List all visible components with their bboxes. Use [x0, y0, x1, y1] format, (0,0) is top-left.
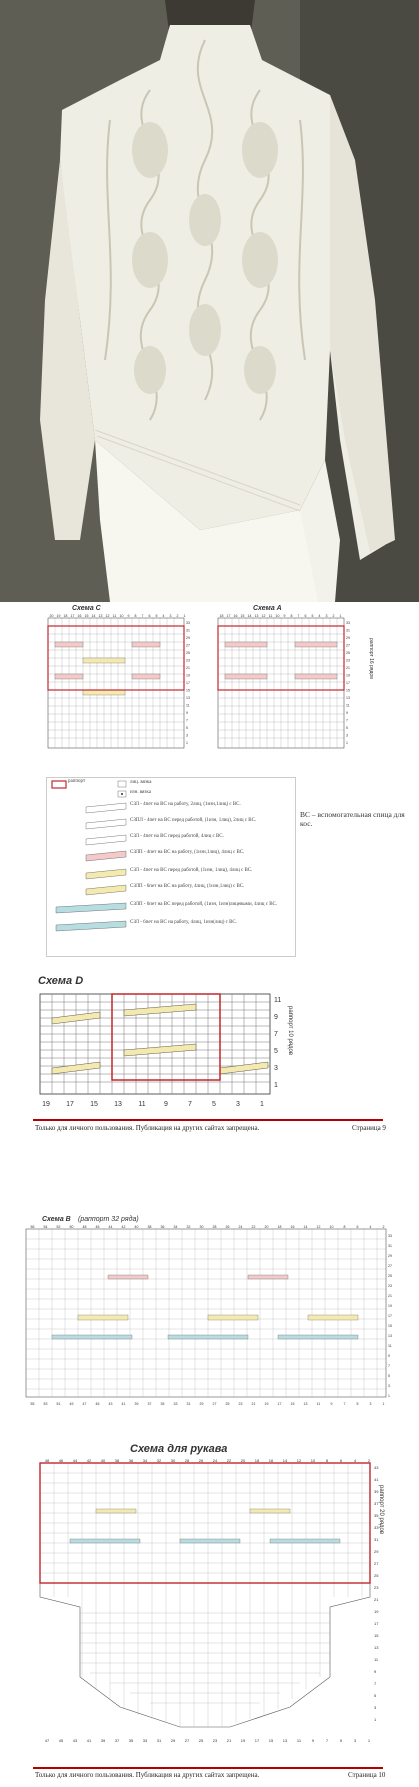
footer-rule-10 — [33, 1767, 383, 1769]
schema-b-col-label: 18 — [277, 1225, 282, 1229]
schema-c-col-label: 19 — [56, 614, 61, 618]
schema-d-col-label: 9 — [164, 1101, 168, 1108]
schema-b-col-label: 28 — [212, 1225, 217, 1229]
sleeve-col-label-bottom: 37 — [114, 1738, 120, 1743]
sleeve-col-label-bottom: 25 — [198, 1738, 204, 1743]
sleeve-col-label: 48 — [44, 1458, 50, 1463]
schema-d-col-label: 7 — [188, 1101, 192, 1108]
schema-b-col-label-bottom: 27 — [212, 1402, 217, 1406]
legend-item-6: СЗЛП - 4пет на ВС на работу, (1изн,1лиц), 4лиц с ВС. — [130, 850, 245, 855]
schema-a-col-label: 3 — [325, 614, 328, 618]
sleeve-col-label-bottom: 35 — [128, 1738, 134, 1743]
schema-c-row-label: 5 — [186, 726, 188, 730]
schema-d-row-label: 11 — [274, 997, 282, 1004]
sleeve-row-label: 7 — [374, 1681, 377, 1686]
schema-a-row-label: 27 — [346, 643, 350, 648]
schema-b-row-label: 9 — [388, 1354, 390, 1358]
schema-b-col-label-bottom: 51 — [56, 1402, 61, 1406]
schema-b-col-label-bottom: 17 — [277, 1402, 282, 1406]
schema-a-col-label: 4 — [318, 614, 321, 618]
sleeve-col-label-bottom: 19 — [240, 1738, 246, 1743]
schema-c-row-label: 3 — [186, 733, 188, 738]
sleeve-row-label: 39 — [374, 1489, 379, 1494]
sleeve-col-label: 20 — [240, 1458, 246, 1463]
legend-item-4: СЗПЛ - 4пет на ВС перед работой, (1изн, 1лиц), 2лиц с ВС. — [130, 818, 257, 823]
schema-b-col-label-bottom: 29 — [199, 1402, 204, 1406]
sleeve-col-label: 40 — [100, 1458, 106, 1463]
schema-b-col-label-bottom: 33 — [173, 1402, 178, 1406]
schema-b-col-label-bottom: 31 — [186, 1402, 191, 1406]
aux-needle-note: ВС – вспомогательная спица для кос. — [300, 810, 405, 828]
schema-b-col-label: 50 — [69, 1225, 74, 1229]
schema-b-row-label: 3 — [388, 1384, 390, 1388]
schema-b-col-label: 2 — [382, 1225, 385, 1229]
schema-c-row-label: 33 — [186, 621, 190, 625]
sleeve-row-label: 31 — [374, 1537, 379, 1542]
schema-c-row-label: 13 — [186, 696, 190, 700]
schema-d-row-label: 3 — [274, 1065, 278, 1072]
sleeve-row-label: 35 — [374, 1513, 379, 1518]
schema-b-col-label-bottom: 39 — [134, 1402, 139, 1406]
schema-a-col-label: 10 — [275, 614, 280, 618]
schema-b-repeat-note: (раппорт 32 ряда) — [78, 1216, 139, 1223]
schema-b-row-label: 19 — [388, 1304, 392, 1308]
schema-a-row-label: 1 — [346, 741, 348, 745]
schema-c-col-label: 20 — [49, 614, 54, 618]
sleeve-col-label-bottom: 39 — [100, 1738, 106, 1743]
schema-b-row-label: 11 — [388, 1344, 392, 1348]
sleeve-col-label: 8 — [325, 1458, 329, 1463]
schema-c-col-label: 9 — [127, 614, 130, 618]
sleeve-col-label: 14 — [282, 1458, 288, 1463]
schema-d-title: Схема D — [38, 975, 84, 987]
sleeve-row-label: 25 — [374, 1573, 379, 1578]
schema-a-col-label: 17 — [226, 614, 231, 618]
schema-b-row-label: 29 — [388, 1254, 392, 1258]
sleeve-row-label: 27 — [374, 1561, 379, 1566]
sleeve-row-label: 19 — [374, 1609, 379, 1614]
schema-c-row-label: 21 — [186, 666, 190, 670]
schema-b-row-label: 17 — [388, 1314, 392, 1318]
sleeve-row-label: 5 — [374, 1693, 377, 1698]
schema-d-col-label: 13 — [114, 1101, 122, 1108]
legend-item-3: СЗЛ - 4пет на ВС на работу, 2лиц, (1изн,1лиц) с ВС. — [130, 802, 241, 807]
schema-c-row-label: 17 — [186, 681, 190, 685]
schema-c-col-label: 14 — [91, 614, 96, 618]
schema-a-col-label: 8 — [290, 614, 293, 618]
sleeve-col-label: 44 — [72, 1458, 78, 1463]
schema-b-col-label-bottom: 5 — [356, 1402, 359, 1406]
schema-a-row-label: 15 — [346, 688, 350, 693]
schema-c-col-label: 13 — [98, 614, 103, 618]
sleeve-row-label: 15 — [374, 1633, 379, 1638]
schema-b-col-label: 34 — [173, 1225, 178, 1229]
sleeve-col-label-bottom: 21 — [226, 1738, 232, 1743]
schema-b-row-label: 25 — [388, 1274, 392, 1278]
schema-c-row-label: 31 — [186, 628, 190, 633]
schema-b-col-label-bottom: 15 — [290, 1402, 295, 1406]
schema-b-col-label-bottom: 13 — [303, 1402, 308, 1406]
sleeve-col-label: 6 — [339, 1458, 343, 1463]
schema-b-col-label-bottom: 23 — [238, 1402, 243, 1406]
sleeve-col-label: 32 — [156, 1458, 162, 1463]
schema-c-col-label: 11 — [112, 614, 117, 618]
schema-a-row-label: 29 — [346, 636, 350, 640]
schema-b-col-label: 38 — [147, 1225, 152, 1229]
schema-c-row-label: 9 — [186, 711, 188, 715]
legend-item-7: СЗЛ - 4пет на ВС перед работой, (1изн, 1лиц), 4лиц с ВС. — [130, 868, 253, 873]
legend-purl: изн. вязка — [130, 790, 151, 795]
legend-knit: лиц. вязка — [130, 780, 152, 785]
sleeve-chart — [30, 1457, 390, 1757]
sleeve-row-label: 43 — [374, 1465, 379, 1470]
schema-b-col-label-bottom: 47 — [82, 1402, 87, 1406]
schema-c-col-label: 16 — [77, 614, 82, 618]
legend-item-8: СЗЛП - 6пет на ВС на работу, 4лиц, (1изн,1лиц) с ВС. — [130, 884, 245, 889]
schema-b-col-label-bottom: 7 — [343, 1402, 346, 1406]
schema-b-col-label-bottom: 1 — [382, 1402, 385, 1406]
footer-disclaimer-10: Только для личного пользования. Публикация на других сайтах запрещена. — [35, 1771, 260, 1779]
schema-b-col-label-bottom: 19 — [264, 1402, 269, 1406]
schema-a-col-label: 2 — [332, 614, 335, 618]
page-gap — [0, 1162, 419, 1215]
sleeve-col-label-bottom: 7 — [325, 1738, 329, 1743]
sleeve-col-label: 34 — [142, 1458, 148, 1463]
schema-a-col-label: 18 — [219, 614, 224, 618]
schema-b-col-label: 42 — [121, 1225, 126, 1229]
schema-a-col-label: 9 — [283, 614, 286, 618]
schema-c-col-label: 7 — [141, 614, 144, 618]
legend-item-9: СЗЛП - 6пет на ВС перед работой, (1изн, 1изн)лицевыми, 4лиц с ВС. — [130, 902, 278, 907]
sleeve-col-label: 28 — [184, 1458, 190, 1463]
schema-d-chart — [30, 988, 290, 1112]
schema-b-col-label: 10 — [329, 1225, 334, 1229]
sleeve-row-label: 17 — [374, 1621, 379, 1626]
schema-c-title: Схема С — [72, 605, 101, 612]
sleeve-col-label: 38 — [114, 1458, 120, 1463]
schema-c-col-label: 18 — [63, 614, 68, 618]
schema-b-col-label: 22 — [251, 1225, 256, 1229]
schema-a-row-label: 9 — [346, 711, 348, 715]
sleeve-col-label-bottom: 29 — [170, 1738, 176, 1743]
schema-b-col-label: 14 — [303, 1225, 308, 1229]
sleeve-col-label-bottom: 9 — [311, 1738, 315, 1743]
schema-c-col-label: 3 — [169, 614, 172, 618]
schema-a-title: Схема А — [253, 605, 282, 612]
sleeve-col-label-bottom: 27 — [184, 1738, 190, 1743]
schema-c-row-label: 7 — [186, 718, 188, 723]
schema-a-row-label: 7 — [346, 718, 348, 723]
sleeve-row-label: 21 — [374, 1597, 379, 1602]
schema-b-row-label: 15 — [388, 1324, 392, 1328]
schema-b-col-label: 48 — [82, 1225, 87, 1229]
sweater-illustration — [0, 0, 419, 602]
schema-b-col-label-bottom: 9 — [330, 1402, 333, 1406]
legend-item-5: СЗЛ - 4пет на ВС перед работой, 4лиц с ВС. — [130, 834, 224, 839]
schema-b-col-label-bottom: 53 — [43, 1402, 48, 1406]
sleeve-row-label: 29 — [374, 1549, 379, 1554]
schema-c-col-label: 2 — [176, 614, 179, 618]
schema-b-col-label-bottom: 21 — [251, 1402, 256, 1406]
sleeve-col-label: 4 — [353, 1458, 357, 1463]
sleeve-row-label: 11 — [374, 1657, 379, 1662]
sleeve-col-label: 2 — [367, 1458, 371, 1463]
sleeve-col-label-bottom: 43 — [72, 1738, 78, 1743]
sleeve-row-label: 9 — [374, 1669, 377, 1674]
pattern-page-9 — [0, 602, 419, 1162]
schema-b-col-label: 36 — [160, 1225, 165, 1229]
schema-a-col-label: 1 — [339, 614, 342, 618]
schema-a-row-label: 3 — [346, 733, 348, 738]
sleeve-title: Схема для рукава — [130, 1443, 228, 1455]
schema-a-row-label: 11 — [346, 703, 350, 708]
schema-b-col-label-bottom: 11 — [316, 1402, 321, 1406]
footer-page-9: Страница 9 — [352, 1124, 386, 1132]
schema-b-row-label: 31 — [388, 1244, 392, 1248]
schema-b-col-label-bottom: 49 — [69, 1402, 74, 1406]
schema-b-row-label: 7 — [388, 1364, 390, 1368]
sleeve-row-label: 3 — [374, 1705, 377, 1710]
schema-a-row-label: 17 — [346, 681, 350, 685]
sleeve-col-label-bottom: 31 — [156, 1738, 162, 1743]
schema-b-col-label: 44 — [108, 1225, 113, 1229]
schema-b-col-label: 24 — [238, 1225, 243, 1229]
schema-b-col-label-bottom: 41 — [121, 1402, 126, 1406]
schema-a-repeat-label: раппорт 16 рядов — [368, 638, 374, 679]
sleeve-col-label: 22 — [226, 1458, 232, 1463]
sleeve-col-label-bottom: 33 — [142, 1738, 148, 1743]
schema-a-col-label: 7 — [297, 614, 300, 618]
schema-c-chart — [38, 612, 200, 758]
schema-c-col-label: 5 — [155, 614, 158, 618]
schema-d-repeat-label: раппорт 10 рядов — [287, 1006, 293, 1056]
sleeve-col-label: 36 — [128, 1458, 134, 1463]
schema-b-row-label: 33 — [388, 1234, 392, 1238]
sleeve-col-label-bottom: 17 — [254, 1738, 260, 1743]
schema-d-col-label: 3 — [236, 1101, 240, 1108]
schema-c-col-label: 12 — [105, 614, 110, 618]
schema-b-col-label-bottom: 45 — [95, 1402, 100, 1406]
schema-b-col-label: 4 — [369, 1225, 372, 1229]
schema-b-col-label-bottom: 37 — [147, 1402, 152, 1406]
schema-b-col-label-bottom: 3 — [369, 1402, 372, 1406]
schema-d-row-label: 1 — [274, 1082, 278, 1089]
schema-b-col-label-bottom: 55 — [30, 1402, 35, 1406]
schema-b-col-label: 16 — [290, 1225, 295, 1229]
schema-a-col-label: 11 — [268, 614, 273, 618]
schema-b-col-label: 52 — [56, 1225, 61, 1229]
sleeve-col-label-bottom: 45 — [58, 1738, 64, 1743]
sleeve-row-label: 13 — [374, 1645, 379, 1650]
footer-rule-9 — [33, 1119, 383, 1121]
schema-c-col-label: 15 — [84, 614, 89, 618]
schema-a-row-label: 13 — [346, 696, 350, 700]
schema-b-col-label: 8 — [343, 1225, 346, 1229]
schema-a-row-label: 33 — [346, 621, 350, 625]
schema-d-col-label: 19 — [42, 1101, 50, 1108]
schema-a-col-label: 13 — [254, 614, 259, 618]
schema-b-col-label: 12 — [316, 1225, 321, 1229]
sleeve-col-label: 42 — [86, 1458, 92, 1463]
schema-c-col-label: 17 — [70, 614, 75, 618]
schema-c-col-label: 10 — [119, 614, 124, 618]
schema-c-row-label: 27 — [186, 643, 190, 648]
schema-b-row-label: 27 — [388, 1264, 392, 1268]
sleeve-col-label-bottom: 15 — [268, 1738, 274, 1743]
schema-d-col-label: 5 — [212, 1101, 216, 1108]
schema-a-col-label: 12 — [261, 614, 266, 618]
schema-b-col-label: 56 — [30, 1225, 35, 1229]
schema-c-col-label: 1 — [183, 614, 186, 618]
schema-c-col-label: 8 — [134, 614, 137, 618]
sleeve-col-label-bottom: 47 — [44, 1738, 50, 1743]
schema-c-row-label: 23 — [186, 658, 190, 663]
sleeve-col-label-bottom: 5 — [339, 1738, 343, 1743]
schema-c-row-label: 1 — [186, 741, 188, 745]
sweater-photo — [0, 0, 419, 602]
sleeve-row-label: 23 — [374, 1585, 379, 1590]
schema-b-col-label: 20 — [264, 1225, 269, 1229]
schema-b-col-label-bottom: 35 — [160, 1402, 165, 1406]
schema-a-row-label: 5 — [346, 726, 348, 730]
sleeve-row-label: 1 — [374, 1717, 377, 1722]
schema-b-col-label: 32 — [186, 1225, 191, 1229]
sleeve-col-label: 30 — [170, 1458, 176, 1463]
schema-a-row-label: 23 — [346, 658, 350, 663]
schema-d-row-label: 9 — [274, 1014, 278, 1021]
schema-c-row-label: 19 — [186, 673, 190, 678]
schema-a-row-label: 19 — [346, 673, 350, 678]
schema-c-row-label: 25 — [186, 651, 190, 655]
schema-a-chart — [210, 612, 360, 758]
schema-b-row-label: 21 — [388, 1294, 392, 1298]
schema-a-row-label: 31 — [346, 628, 350, 633]
schema-b-col-label: 26 — [225, 1225, 230, 1229]
schema-d-col-label: 17 — [66, 1101, 74, 1108]
sleeve-row-label: 37 — [374, 1501, 379, 1506]
schema-b-col-label: 30 — [199, 1225, 204, 1229]
schema-a-col-label: 14 — [247, 614, 252, 618]
sleeve-col-label-bottom: 1 — [367, 1738, 371, 1743]
sleeve-row-label: 33 — [374, 1525, 379, 1530]
legend-item-10: СЗЛ - 6пет на ВС на работу, 4лиц, 1изн(лиц) с ВС. — [130, 920, 238, 925]
sleeve-col-label: 46 — [58, 1458, 64, 1463]
sleeve-col-label: 16 — [268, 1458, 274, 1463]
schema-b-col-label: 46 — [95, 1225, 100, 1229]
schema-b-title: Схема В — [42, 1216, 71, 1223]
schema-d-row-label: 5 — [274, 1048, 278, 1055]
legend-repeat: раппорт — [68, 779, 86, 784]
schema-b-col-label-bottom: 25 — [225, 1402, 230, 1406]
footer-page-10: Страница 10 — [348, 1771, 386, 1779]
schema-a-col-label: 16 — [233, 614, 238, 618]
pattern-page-10 — [0, 1215, 419, 1787]
sleeve-col-label: 26 — [198, 1458, 204, 1463]
schema-a-col-label: 5 — [311, 614, 314, 618]
sleeve-col-label-bottom: 13 — [282, 1738, 288, 1743]
sleeve-col-label-bottom: 41 — [86, 1738, 92, 1743]
schema-b-row-label: 23 — [388, 1284, 392, 1288]
sleeve-col-label-bottom: 11 — [296, 1738, 302, 1743]
schema-b-row-label: 1 — [388, 1394, 390, 1398]
schema-b-row-label: 13 — [388, 1334, 392, 1338]
schema-c-col-label: 6 — [148, 614, 151, 618]
sleeve-col-label: 12 — [296, 1458, 302, 1463]
schema-a-row-label: 25 — [346, 651, 350, 655]
schema-d-col-label: 11 — [138, 1101, 146, 1108]
sleeve-col-label-bottom: 23 — [212, 1738, 218, 1743]
schema-b-col-label-bottom: 43 — [108, 1402, 113, 1406]
schema-d-col-label: 15 — [90, 1101, 98, 1108]
schema-c-row-label: 29 — [186, 636, 190, 640]
schema-c-col-label: 4 — [162, 614, 165, 618]
schema-c-row-label: 15 — [186, 688, 190, 693]
sleeve-col-label: 18 — [254, 1458, 260, 1463]
schema-b-row-label: 5 — [388, 1374, 390, 1378]
schema-a-col-label: 15 — [240, 614, 245, 618]
sleeve-repeat-label: раппорт 20 рядов — [378, 1485, 384, 1535]
sleeve-col-label: 10 — [310, 1458, 316, 1463]
sleeve-col-label-bottom: 3 — [353, 1738, 357, 1743]
schema-d-col-label: 1 — [260, 1101, 264, 1108]
schema-a-row-label: 21 — [346, 666, 350, 670]
schema-b-col-label: 54 — [43, 1225, 48, 1229]
footer-disclaimer-9: Только для личного пользования. Публикация на других сайтах запрещена. — [35, 1124, 260, 1132]
schema-b-col-label: 6 — [356, 1225, 359, 1229]
sleeve-row-label: 41 — [374, 1477, 379, 1482]
schema-c-row-label: 11 — [186, 703, 190, 708]
schema-a-col-label: 6 — [304, 614, 307, 618]
schema-d-row-label: 7 — [274, 1031, 278, 1038]
schema-b-col-label: 40 — [134, 1225, 139, 1229]
schema-b-chart — [18, 1223, 408, 1409]
sleeve-col-label: 24 — [212, 1458, 218, 1463]
